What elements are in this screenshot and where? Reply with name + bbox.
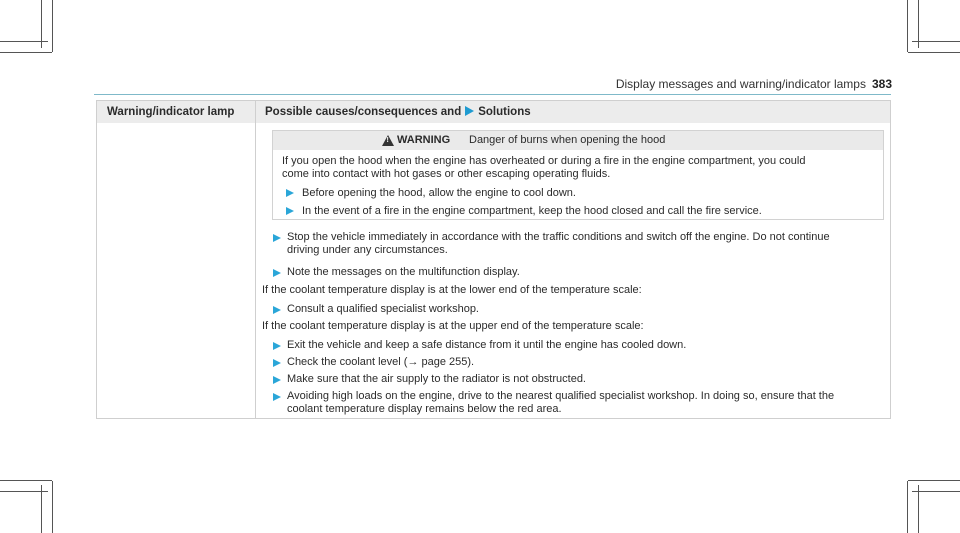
- warning-box: [272, 130, 884, 220]
- crop-mark-top-left-vertical-2: [52, 0, 53, 52]
- step-1-line-1: Stop the vehicle immediately in accordance with the traffic conditions and switch off the engine. Do not continue: [287, 231, 830, 243]
- warning-triangle-icon: [382, 135, 394, 146]
- step-7-line-1: Avoiding high loads on the engine, drive to the nearest qualified specialist workshop. In doing so, ensure that the: [287, 390, 835, 402]
- crop-mark-top-left-horizontal-2: [0, 52, 52, 53]
- step-1-line-2: driving under any circumstances.: [287, 244, 448, 256]
- crop-mark-bottom-right-vertical-2: [907, 481, 908, 533]
- step-7-line-2: coolant temperature display remains below the red area.: [287, 403, 562, 415]
- header-rule: [94, 94, 891, 95]
- column-header-lamp: Warning/indicator lamp: [107, 106, 235, 118]
- running-header: [616, 77, 892, 91]
- crop-mark-bottom-right-horizontal-2: [908, 480, 960, 481]
- warning-step-1-arrow-icon: [286, 189, 294, 197]
- step-3: Consult a qualified specialist workshop.: [287, 303, 479, 315]
- solutions-arrow-icon: [465, 106, 474, 116]
- page-number: 383: [871, 77, 892, 91]
- condition-lower-end: If the coolant temperature display is at the lower end of the temperature scale:: [262, 284, 642, 296]
- crop-mark-bottom-left-horizontal-2: [0, 480, 52, 481]
- crop-mark-bottom-right-vertical: [918, 485, 919, 533]
- warning-step-1: Before opening the hood, allow the engine to cool down.: [302, 187, 576, 199]
- crop-mark-bottom-left-horizontal: [0, 491, 48, 492]
- crop-mark-top-right-vertical-2: [907, 0, 908, 52]
- step-7-arrow-icon: [273, 393, 281, 401]
- column-header-solutions-label: Solutions: [478, 106, 531, 118]
- lamp-column: [97, 101, 256, 418]
- column-header-solutions: [265, 106, 531, 118]
- header-title: Display messages and warning/indicator lamps: [615, 77, 866, 91]
- step-6: Make sure that the air supply to the radiator is not obstructed.: [287, 373, 586, 385]
- crop-mark-top-left-horizontal: [0, 41, 48, 42]
- crop-mark-bottom-left-vertical-2: [52, 481, 53, 533]
- step-5-arrow-icon: [273, 359, 281, 367]
- warning-label: WARNING: [397, 134, 451, 146]
- step-1-arrow-icon: [273, 234, 281, 242]
- step-2-arrow-icon: [273, 269, 281, 277]
- crop-mark-top-right-horizontal-2: [908, 52, 960, 53]
- crop-mark-bottom-left-vertical: [41, 485, 42, 533]
- warning-step-2-arrow-icon: [286, 207, 294, 215]
- warning-step-2: In the event of a fire in the engine compartment, keep the hood closed and call the fire service.: [302, 205, 762, 217]
- step-5: Check the coolant level (→ page 255).: [287, 356, 475, 368]
- step-6-arrow-icon: [273, 376, 281, 384]
- warning-body-line-2: come into contact with hot gases or other escaping operating fluids.: [282, 168, 611, 180]
- condition-upper-end: If the coolant temperature display is at the upper end of the temperature scale:: [262, 320, 644, 332]
- warning-lamp-table: [96, 100, 891, 419]
- step-4: Exit the vehicle and keep a safe distance from it until the engine has cooled down.: [287, 339, 687, 351]
- step-2: Note the messages on the multifunction display.: [287, 266, 520, 278]
- crop-mark-bottom-right-horizontal: [912, 491, 960, 492]
- warning-body-line-1: If you open the hood when the engine has overheated or during a fire in the engine compartment, you could: [282, 155, 806, 167]
- warning-title: Danger of burns when opening the hood: [469, 134, 666, 146]
- step-3-arrow-icon: [273, 306, 281, 314]
- column-header-causes-label: Possible causes/consequences and: [265, 106, 462, 118]
- step-4-arrow-icon: [273, 342, 281, 350]
- crop-mark-top-right-horizontal: [912, 41, 960, 42]
